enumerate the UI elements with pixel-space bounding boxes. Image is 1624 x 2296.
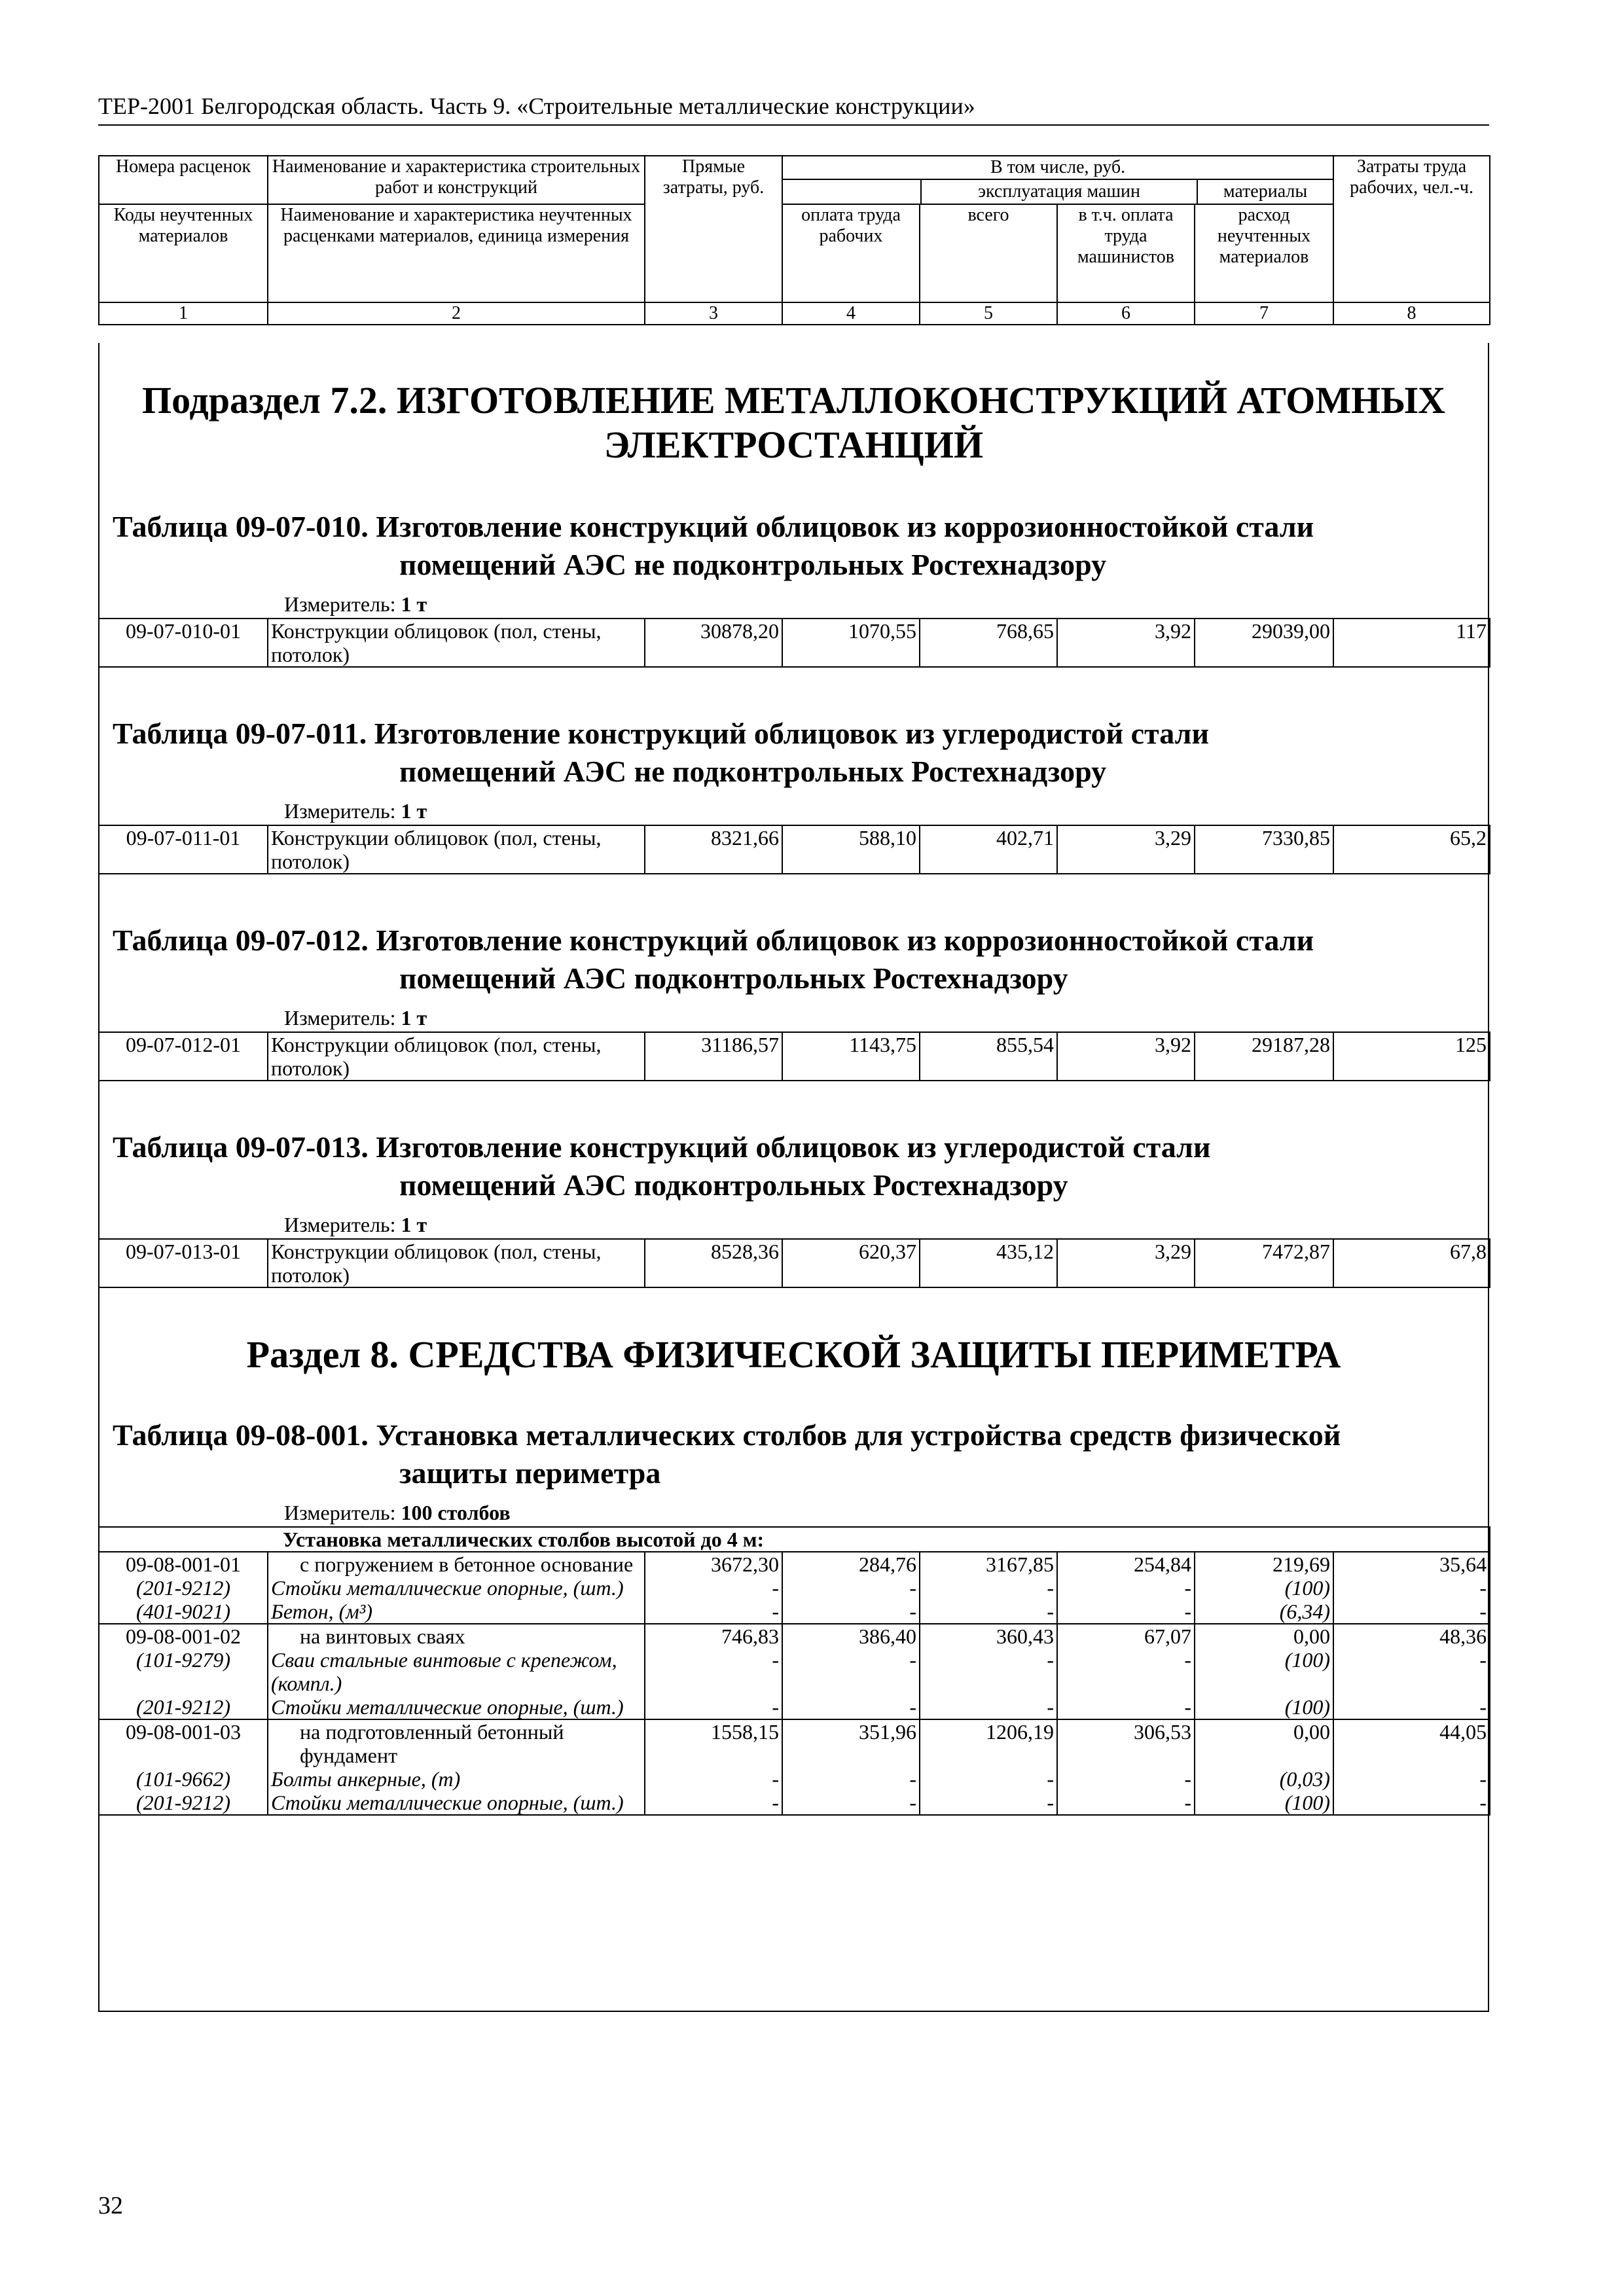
- table-title-09-08-001: Таблица 09-08-001. Установка металлических столбов для устройства средств физической защиты периметра: [113, 1418, 1341, 1490]
- col-num-2: 2: [268, 302, 645, 325]
- header-incl: В том числе, руб.: [783, 156, 1333, 180]
- table-row: 09-07-011-01 Конструкции облицовок (пол, стены, потолок) 8321,66 588,10 402,71 3,29 7330,85 65,2: [99, 825, 1490, 874]
- material-row: (401-9021) Бетон, (м³) - - - - (6,34) -: [99, 1600, 1490, 1624]
- subsection-title-line2: ЭЛЕКТРОСТАНЦИЙ: [604, 423, 984, 466]
- table-row: 09-08-001-01 с погружением в бетонное основание 3672,30 284,76 3167,85 254,84 219,69 35,64: [99, 1552, 1490, 1576]
- measure-09-07-012: Измеритель: 1 т: [284, 1006, 427, 1030]
- table-title-09-07-013: Таблица 09-07-013. Изготовление конструкций облицовок из углеродистой стали помещений АЭС подконтрольных Ростехнадзору: [113, 1130, 1211, 1202]
- page-number: 32: [98, 2192, 123, 2219]
- running-title: ТЕР-2001 Белгородская область. Часть 9. «Строительные металлические конструкции»: [98, 92, 1489, 126]
- col-num-7: 7: [1195, 302, 1333, 325]
- header-incl-group: [782, 156, 1333, 204]
- header-col2-top: Наименование и характеристика строительных работ и конструкций: [268, 156, 645, 204]
- col-num-3: 3: [645, 302, 782, 325]
- rate-table-09-07-011: [98, 825, 1490, 874]
- header-labor-cost: Затраты труда рабочих, чел.-ч.: [1333, 156, 1490, 302]
- measure-09-08-001: Измеритель: 100 столбов: [284, 1501, 511, 1524]
- table-title-09-07-010: Таблица 09-07-010. Изготовление конструкций облицовок из коррозионностойкой стали помещений АЭС не подконтрольных Ростехнадзору: [113, 510, 1314, 581]
- header-unaccounted-materials: расход неучтенных материалов: [1195, 204, 1333, 302]
- rate-table-09-07-013: [98, 1238, 1490, 1288]
- material-row: (201-9212) Стойки металлические опорные, (шт.) - - - - (100) -: [99, 1576, 1490, 1600]
- col-num-5: 5: [920, 302, 1057, 325]
- group-caption-row: Установка металлических столбов высотой до 4 м:: [99, 1527, 1490, 1552]
- material-row: (101-9662) Болты анкерные, (т) - - - - (0,03) -: [99, 1767, 1490, 1791]
- header-labor-pay: оплата труда рабочих: [782, 204, 920, 302]
- table-row: 09-07-013-01 Конструкции облицовок (пол, стены, потолок) 8528,36 620,37 435,12 3,29 7472,87 67,8: [99, 1239, 1490, 1287]
- header-machines-total: всего: [920, 204, 1057, 302]
- material-row: (101-9279) Сваи стальные винтовые с крепежом, (компл.) - - - - (100) -: [99, 1648, 1490, 1695]
- subsection-title: [98, 378, 1489, 467]
- table-row: 09-07-010-01 Конструкции облицовок (пол, стены, потолок) 30878,20 1070,55 768,65 3,92 29039,00 117: [99, 619, 1490, 667]
- measure-09-07-010: Измеритель: 1 т: [284, 592, 427, 616]
- header-direct-costs: Прямые затраты, руб.: [645, 156, 782, 302]
- material-row: (201-9212) Стойки металлические опорные, (шт.) - - - - (100) -: [99, 1791, 1490, 1815]
- material-row: (201-9212) Стойки металлические опорные, (шт.) - - - - (100) -: [99, 1695, 1490, 1719]
- rate-table-09-07-012: [98, 1031, 1490, 1081]
- rate-table-09-07-010: [98, 618, 1490, 668]
- rate-table-09-08-001: [98, 1526, 1490, 1816]
- header-col2-bottom: Наименование и характеристика неучтенных расценками материалов, единица измерения: [268, 204, 645, 302]
- header-machinists-pay: в т.ч. оплата труда машинистов: [1057, 204, 1195, 302]
- table-title-09-07-012: Таблица 09-07-012. Изготовление конструкций облицовок из коррозионностойкой стали помещений АЭС подконтрольных Ростехнадзору: [113, 924, 1314, 995]
- subsection-title-line1: Подраздел 7.2. ИЗГОТОВЛЕНИЕ МЕТАЛЛОКОНСТРУКЦИЙ АТОМНЫХ: [141, 379, 1446, 422]
- header-materials: материалы: [1197, 180, 1333, 204]
- section8-title: Раздел 8. СРЕДСТВА ФИЗИЧЕСКОЙ ЗАЩИТЫ ПЕРИМЕТРА: [246, 1333, 1341, 1376]
- header-col1-bottom: Коды неучтенных материалов: [99, 204, 268, 302]
- col-num-1: 1: [99, 302, 268, 325]
- header-col1-top: Номера расценок: [99, 156, 268, 204]
- measure-09-07-013: Измеритель: 1 т: [284, 1213, 427, 1236]
- col-num-4: 4: [782, 302, 920, 325]
- table-row: 09-08-001-02 на винтовых сваях 746,83 386,40 360,43 67,07 0,00 48,36: [99, 1624, 1490, 1648]
- column-header-table: [98, 155, 1490, 325]
- table-row: 09-08-001-03 на подготовленный бетонный фундамент 1558,15 351,96 1206,19 306,53 0,00 44,05: [99, 1719, 1490, 1767]
- col-num-6: 6: [1057, 302, 1195, 325]
- col-num-8: 8: [1333, 302, 1490, 325]
- table-title-09-07-011: Таблица 09-07-011. Изготовление конструкций облицовок из углеродистой стали помещений АЭС не подконтрольных Ростехнадзору: [113, 717, 1209, 788]
- measure-09-07-011: Измеритель: 1 т: [284, 799, 427, 823]
- table-row: 09-07-012-01 Конструкции облицовок (пол, стены, потолок) 31186,57 1143,75 855,54 3,92 29187,28 125: [99, 1032, 1490, 1081]
- header-machines: эксплуатация машин: [920, 180, 1197, 204]
